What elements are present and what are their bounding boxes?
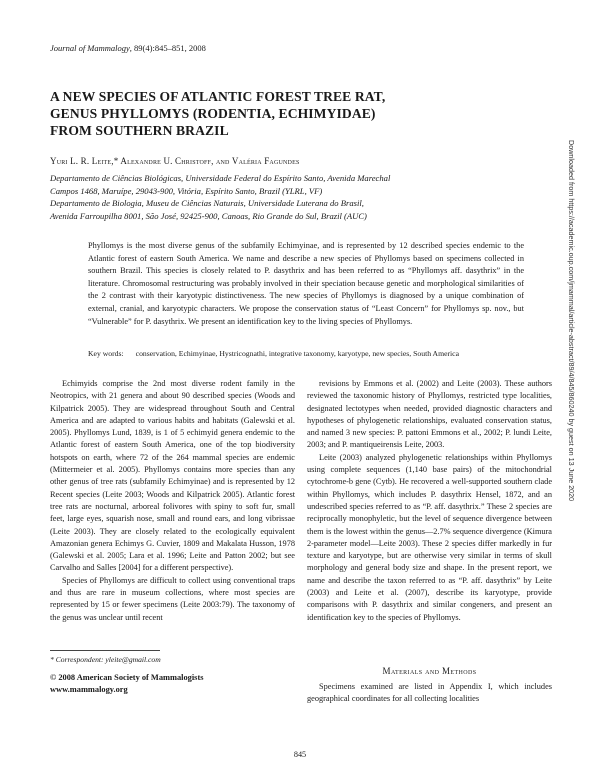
journal-header [50,43,206,53]
journal-issue: , 89(4):845–851, 2008 [129,43,206,53]
title-line-1: A NEW SPECIES OF ATLANTIC FOREST TREE RAT, [50,89,386,104]
affiliation-line-3: Departamento de Biologia, Museu de Ciências Naturais, Universidade Luterana do Brasil, [50,198,364,208]
copyright-block [50,672,204,695]
affiliation-line-4: Avenida Farroupilha 8001, São José, 92425-900, Canoas, Rio Grande do Sul, Brazil (AUC) [50,210,367,221]
affiliation-line-1: Departamento de Ciências Biológicas, Universidade Federal do Espírito Santo, Avenida Marechal [50,173,391,183]
body-paragraph: Echimyids comprise the 2nd most diverse rodent family in the Neotropics, with 21 genera and about 90 described species (Woods and Kilpatrick 2005). They are widespread throughout South and Central America and are adapted to various habits and habitats (Galewski et al. 2005). Phyllomys Lund, 1839, is 1 of 5 echimyid genera endemic to the Atlantic forest of eastern South America, one of the top biodiversity hotspots on earth, where 72 of the 264 mammal species are endemic (Mittermeier et al. 2005). Phyllomys contains more species than any other genus of tree rats (subfamily Echimyinae) and is represented by 12 Recent species (Leite 2003; Woods and Kilpatrick 2005). Atlantic forest tree rats are nocturnal, arboreal folivores with spiny to soft fur, small feet, large eyes, squarish nose, small and round ears, and long vibrissae (Leite 2003). They are closely related to the ecologically equivalent Amazonian genera Echimys G. Cuvier, 1809 and Makalata Husson, 1978 (Galewski et al. 2005; Lara et al. 1996; Leite and Patton 2002; but see Carvalho and Salles [2004] for a different perspective). [50,379,295,573]
copyright-line: © 2008 American Society of Mammalogists [50,673,204,682]
body-paragraph: revisions by Emmons et al. (2002) and Leite (2003). These authors reviewed the taxonomic history of Phyllomys, restricted type localities, designated lectotypes when needed, provided diagnostic characters and hypotheses of phylogenetic relationships, evaluated conservation status, and named 3 new species: P. pattoni Emmons et al., 2002; P. lundi Leite, 2003; and P. mantiqueirensis Leite, 2003. [307,379,552,450]
section-heading: Materials and Methods [382,666,477,676]
title-line-3: FROM SOUTHERN BRAZIL [50,123,229,138]
body-paragraph: Leite (2003) analyzed phylogenetic relationships within Phyllomys using complete sequences (1,140 base pairs) of the mitochondrial cytochrome-b gene (Cytb). He recovered a well-supported southern clade within Phyllomys, which includes P. dasythrix Hensel, 1872, and an undescribed species referred to as “P. aff. dasythrix.” These 2 species are reciprocally monophyletic, but the level of sequence divergence between them is the lowest within the genus—2.7% sequence divergence (Kimura 2-parameter model—Leite 2003). These 2 species differ markedly in fur texture and karyotype, but are otherwise very similar in terms of skull morphology and general body size and shape. In the present report, we name and describe the taxon referred to as “P. aff. dasythrix” by Leite (2003) and Leite et al. (2007), describe its karyotype, provide comparisons with P. dasythrix and similar congeners, and present an identification key to the species of Phyllomys. [307,452,552,622]
download-side-note [566,140,580,660]
left-column [50,378,295,624]
keywords-list: conservation, Echimyinae, Hystricognathi, integrative taxonomy, karyotype, new species, South America [135,349,460,358]
footnote-rule [50,650,160,651]
affiliation-line-2: Campos 1468, Maruípe, 29043-900, Vitória, Espírito Santo, Brazil (YLRL, VF) [50,185,323,196]
abstract: Phyllomys is the most diverse genus of the subfamily Echimyinae, and is represented by 12 described species endemic to the Atlantic forest of eastern South America. We name and describe a new species of Phyllomys based on specimens collected in southern Brazil. This species is closely related to P. dasythrix and has been referred to as “Phyllomys aff. dasythrix” in the literature. Chromosomal restructuring was probably involved in their speciation because genetic and morphological similarities of the 2 contrast with their karyotypic distinctiveness. The new species of Phyllomys is diagnosed by a unique combination of external, cranial, and karyotypic characters. We propose the conservation status of “Least Concern” for Phyllomys sp. nov., but “Vulnerable” for P. dasythrix. We present an identification key to the living species of Phyllomys. [88,241,524,326]
page-number: 845 [293,750,307,759]
article-title [50,88,520,139]
author-list: Yuri L. R. Leite,* Alexandre U. Christoff, and Valéria Fagundes [50,156,300,166]
right-column [307,378,552,624]
download-note-text: Downloaded from https://academic.oup.com/jmammal/article-abstract/89/4/845/860240 by guest on 13 June 2020 [567,140,576,502]
affiliations [50,172,550,222]
keywords-label: Key words: [88,349,124,358]
correspondent-footnote: * Correspondent: yleite@gmail.com [50,655,161,664]
body-paragraph: Specimens examined are listed in Appendix I, which includes geographical coordinates for all collecting localities [307,682,552,704]
body-paragraph: Species of Phyllomys are difficult to collect using conventional traps and thus are rare in museum collections, where most species are represented by 15 or fewer specimens (Leite 2003:79). The taxonomy of the genus was unclear until recent [50,575,295,622]
keywords [88,349,528,358]
title-line-2: GENUS PHYLLOMYS (RODENTIA, ECHIMYIDAE) [50,106,376,121]
methods-text [307,681,552,706]
society-url: www.mammalogy.org [50,684,128,694]
journal-name: Journal of Mammalogy [50,43,130,53]
